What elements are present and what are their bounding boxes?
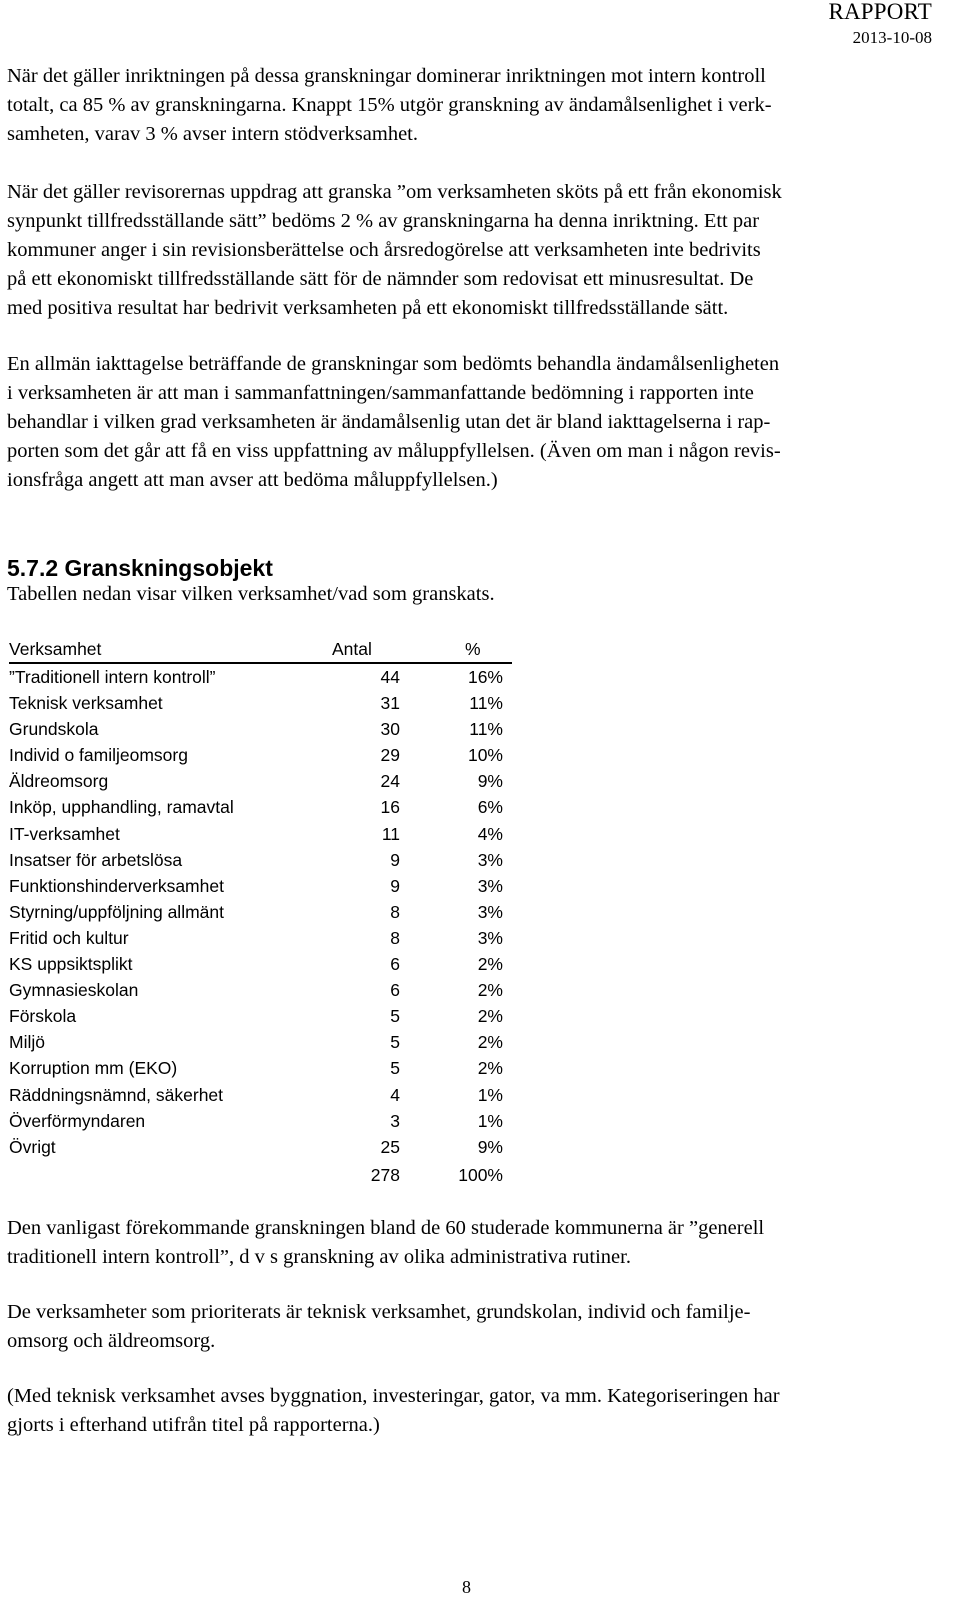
cell-antal: 9	[390, 849, 400, 870]
cell-verksamhet: IT-verksamhet	[9, 823, 120, 844]
cell-antal: 16	[380, 797, 400, 818]
cell-verksamhet: KS uppsiktsplikt	[9, 954, 133, 975]
cell-antal: 5	[390, 1032, 400, 1053]
cell-verksamhet: Korruption mm (EKO)	[9, 1058, 178, 1079]
table-row	[9, 716, 512, 742]
column-header-verksamhet: Verksamhet	[9, 639, 102, 659]
text-line: samheten, varav 3 % avser intern stödverksamhet.	[7, 123, 419, 145]
cell-percent: 2%	[477, 1032, 503, 1053]
table-row	[9, 1055, 512, 1081]
table-row	[9, 1082, 512, 1108]
table-row	[9, 742, 512, 768]
text-line: porten som det går att få en viss uppfattning av måluppfyllelsen. (Även om man i någon revis-	[7, 440, 781, 462]
paragraph-vanligast	[7, 1214, 937, 1272]
table-row	[9, 690, 512, 716]
table-row	[9, 977, 512, 1003]
cell-percent: 2%	[477, 1058, 503, 1079]
text-line: synpunkt tillfredsställande sätt” bedöms 2 % av granskningarna ha denna inriktning. Ett par	[7, 210, 760, 232]
cell-antal: 30	[380, 719, 400, 740]
cell-antal: 8	[390, 927, 400, 948]
cell-verksamhet: Överförmyndaren	[9, 1110, 146, 1131]
text-line: kommuner anger i sin revisionsberättelse och årsredogörelse att verksamheten inte bedrivits	[7, 239, 761, 261]
cell-antal: 6	[390, 954, 400, 975]
cell-percent: 3%	[477, 901, 503, 922]
cell-percent: 4%	[477, 823, 503, 844]
cell-verksamhet: Fritid och kultur	[9, 927, 129, 948]
cell-verksamhet: Teknisk verksamhet	[9, 693, 163, 714]
cell-verksamhet: ”Traditionell intern kontroll”	[9, 667, 216, 687]
cell-verksamhet: Miljö	[9, 1032, 45, 1053]
table-row	[9, 821, 512, 847]
cell-antal: 5	[390, 1058, 400, 1079]
cell-verksamhet: Gymnasieskolan	[9, 980, 139, 1001]
cell-antal: 3	[390, 1110, 400, 1131]
table-row	[9, 951, 512, 977]
table-row	[9, 873, 512, 899]
cell-antal: 44	[380, 667, 400, 687]
cell-verksamhet: Övrigt	[9, 1136, 56, 1157]
cell-verksamhet: Äldreomsorg	[9, 771, 109, 792]
total-percent: 100%	[458, 1164, 503, 1185]
paragraph-prioriterats	[7, 1298, 937, 1356]
cell-verksamhet: Insatser för arbetslösa	[9, 849, 183, 870]
cell-percent: 6%	[477, 797, 503, 818]
cell-verksamhet: Styrning/uppföljning allmänt	[9, 901, 224, 922]
table-total-row	[9, 1162, 512, 1190]
cell-percent: 3%	[477, 927, 503, 948]
cell-antal: 5	[390, 1006, 400, 1027]
cell-antal: 6	[390, 980, 400, 1001]
text-line: När det gäller revisorernas uppdrag att granska ”om verksamheten sköts på ett från ekonomisk	[7, 181, 782, 203]
paragraph-revisorernas-uppdrag	[7, 178, 937, 323]
cell-percent: 1%	[477, 1084, 503, 1105]
cell-antal: 24	[380, 771, 400, 792]
cell-percent: 2%	[477, 1006, 503, 1027]
cell-percent: 3%	[477, 849, 503, 870]
text-line: traditionell intern kontroll”, d v s granskning av olika administrativa rutiner.	[7, 1246, 631, 1268]
cell-antal: 25	[380, 1136, 400, 1157]
cell-percent: 11%	[469, 693, 503, 714]
table-row	[9, 1003, 512, 1029]
table-row	[9, 768, 512, 794]
cell-verksamhet: Funktionshinderverksamhet	[9, 875, 224, 896]
cell-percent: 3%	[477, 875, 503, 896]
document-date: 2013-10-08	[852, 28, 932, 47]
table-intro	[7, 580, 937, 609]
paragraph-iakttagelse	[7, 350, 937, 495]
text-line: gjorts i efterhand utifrån titel på rapporterna.)	[7, 1414, 380, 1436]
page-number: 8	[462, 1577, 471, 1597]
table-row	[9, 899, 512, 925]
cell-verksamhet: Individ o familjeomsorg	[9, 745, 188, 766]
text-line: ionsfråga angett att man avser att bedöma måluppfyllelsen.)	[7, 469, 498, 491]
cell-percent: 2%	[477, 980, 503, 1001]
text-line: Tabellen nedan visar vilken verksamhet/vad som granskats.	[7, 583, 495, 605]
table-row	[9, 1029, 512, 1055]
cell-verksamhet: Inköp, upphandling, ramavtal	[9, 797, 234, 818]
text-line: totalt, ca 85 % av granskningarna. Knappt 15% utgör granskning av ändamålsenlighet i verk-	[7, 94, 772, 116]
cell-percent: 10%	[467, 745, 503, 766]
cell-antal: 31	[380, 693, 400, 714]
cell-percent: 16%	[467, 667, 503, 687]
cell-percent: 1%	[477, 1110, 503, 1131]
text-line: De verksamheter som prioriterats är teknisk verksamhet, grundskolan, individ och familje-	[7, 1301, 751, 1323]
cell-antal: 4	[390, 1084, 400, 1105]
cell-antal: 11	[381, 823, 400, 844]
text-line: på ett ekonomiskt tillfredsställande sätt för de nämnder som redovisat ett minusresultat. De	[7, 268, 754, 290]
cell-percent: 11%	[469, 719, 503, 740]
cell-antal: 8	[390, 901, 400, 922]
cell-percent: 9%	[477, 1136, 503, 1157]
total-count: 278	[370, 1164, 400, 1185]
column-header-antal: Antal	[332, 639, 372, 659]
cell-antal: 29	[380, 745, 400, 766]
table-row	[9, 847, 512, 873]
text-line: En allmän iakttagelse beträffande de granskningar som bedömts behandla ändamålsenligheten	[7, 353, 780, 375]
cell-verksamhet: Räddningsnämnd, säkerhet	[9, 1084, 224, 1105]
table-body	[9, 664, 512, 1160]
table-row	[9, 925, 512, 951]
cell-verksamhet: Förskola	[9, 1006, 77, 1027]
text-line: När det gäller inriktningen på dessa granskningar dominerar inriktningen mot intern kontroll	[7, 65, 766, 87]
section-heading: 5.7.2 Granskningsobjekt	[7, 555, 273, 581]
granskningsobjekt-table	[9, 636, 512, 1190]
report-header	[828, 0, 932, 48]
text-line: i verksamheten är att man i sammanfattningen/sammanfattande bedömning i rapporten inte	[7, 382, 754, 404]
table-row	[9, 1108, 512, 1134]
text-line: omsorg och äldreomsorg.	[7, 1330, 216, 1352]
text-line: med positiva resultat har bedrivit verksamheten på ett ekonomiskt tillfredsställande sätt.	[7, 297, 729, 319]
text-line: (Med teknisk verksamhet avses byggnation, investeringar, gator, va mm. Kategoriseringen har	[7, 1385, 780, 1407]
column-header-percent: %	[465, 639, 481, 659]
paragraph-inriktning	[7, 62, 937, 149]
cell-percent: 9%	[477, 771, 503, 792]
cell-verksamhet: Grundskola	[9, 719, 99, 740]
text-line: behandlar i vilken grad verksamheten är ändamålsenlig utan det är bland iakttagelserna i rap-	[7, 411, 771, 433]
table-row	[9, 664, 512, 690]
table-row	[9, 794, 512, 820]
paragraph-teknisk-verksamhet-note	[7, 1382, 937, 1440]
table-row	[9, 1134, 512, 1160]
table-header-row	[9, 636, 512, 664]
cell-percent: 2%	[477, 954, 503, 975]
cell-antal: 9	[390, 875, 400, 896]
text-line: Den vanligast förekommande granskningen bland de 60 studerade kommunerna är ”generell	[7, 1217, 765, 1239]
document-type: RAPPORT	[828, 0, 932, 24]
